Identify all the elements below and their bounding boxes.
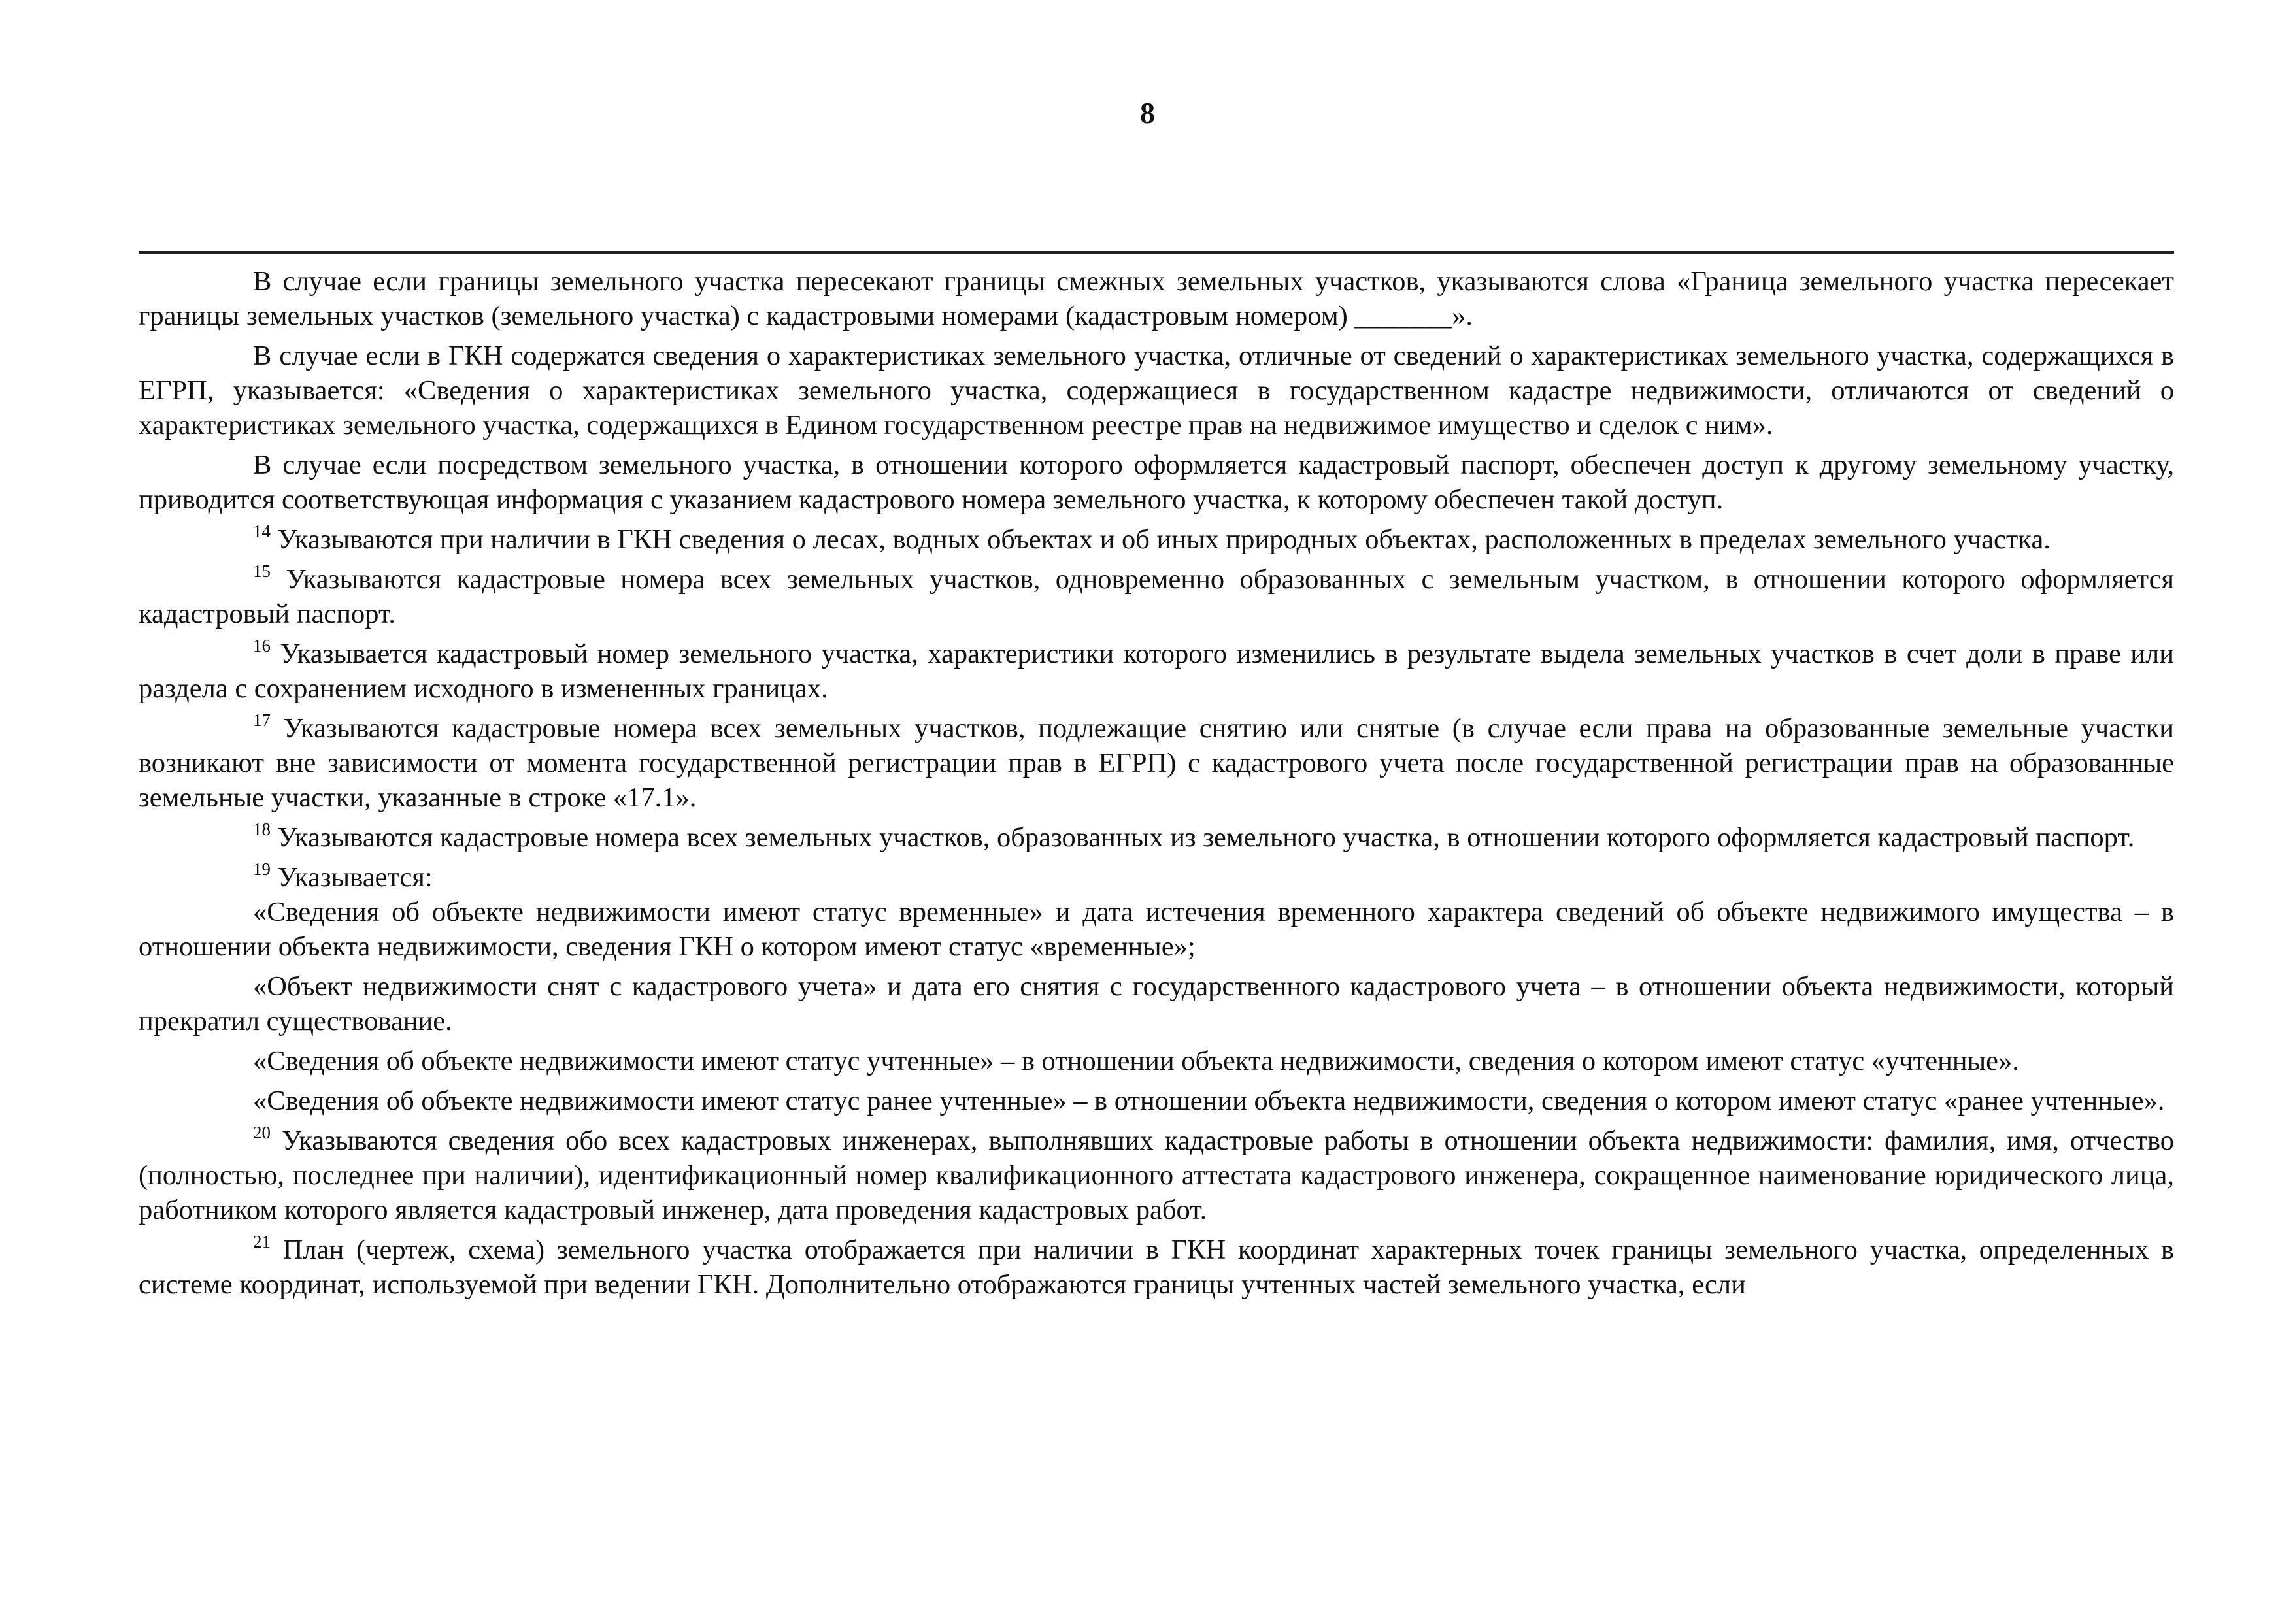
- footnotes-body: [139, 264, 2174, 1307]
- paragraph-text: В случае если в ГКН содержатся сведения о характеристиках земельного участка, отличные от сведений о характеристиках земельного участка, содержащихся в ЕГРП, указывается: «Сведения о характеристиках земельного участка, содержащиеся в государственном кадастре недвижимости, отличаются от сведений о характеристиках земельного участка, содержащихся в Едином государственном реестре прав на недвижимое имущество и сделок с ним».: [139, 340, 2174, 440]
- paragraph: [139, 339, 2174, 442]
- footnote-mark: 19: [253, 859, 271, 879]
- footnote-14: [139, 522, 2174, 557]
- paragraph: [139, 448, 2174, 517]
- footnote-19: [139, 860, 2174, 895]
- footnote-21: [139, 1233, 2174, 1302]
- footnote-mark: 17: [253, 710, 271, 730]
- paragraph-text: План (чертеж, схема) земельного участка отображается при наличии в ГКН координат характерных точек границы земельного участка, определенных в системе координат, используемой при ведении ГКН. Дополнительно отображаются границы учтенных частей земельного участка, если: [139, 1235, 2174, 1300]
- footnote-16: [139, 637, 2174, 706]
- paragraph: [139, 895, 2174, 964]
- paragraph: [139, 1084, 2174, 1118]
- paragraph: [139, 1044, 2174, 1078]
- paragraph-text: Указываются кадастровые номера всех земельных участков, подлежащие снятию или снятые (в случае если права на образованные земельные участки возникают вне зависимости от момента государственной регистрации прав в ЕГРП) с кадастрового учета после государственной регистрации прав на образованные земельные участки, указанные в строке «17.1».: [139, 713, 2174, 813]
- footnote-mark: 16: [253, 635, 271, 655]
- paragraph: [139, 969, 2174, 1038]
- footnote-mark: 15: [253, 561, 271, 581]
- footnote-18: [139, 820, 2174, 855]
- page-number: 8: [1140, 96, 1155, 129]
- paragraph-text: Указывается:: [271, 862, 433, 893]
- paragraph-text: «Сведения об объекте недвижимости имеют статус временные» и дата истечения временного характера сведений об объекте недвижимого имущества – в отношении объекта недвижимости, сведения ГКН о котором имеют статус «временные»;: [139, 897, 2174, 962]
- paragraph-text: Указываются при наличии в ГКН сведения о лесах, водных объектах и об иных природных объектах, расположенных в пределах земельного участка.: [271, 524, 2051, 555]
- footnote-mark: 21: [253, 1231, 271, 1251]
- paragraph-text: Указываются сведения обо всех кадастровых инженерах, выполнявших кадастровые работы в отношении объекта недвижимости: фамилия, имя, отчество (полностью, последнее при наличии), идентификационный номер квалификационного аттестата кадастрового инженера, сокращенное наименование юридического лица, работником которого является кадастровый инженер, дата проведения кадастровых работ.: [139, 1125, 2174, 1225]
- paragraph-text: «Сведения об объекте недвижимости имеют статус учтенные» – в отношении объекта недвижимости, сведения о котором имеют статус «учтенные».: [253, 1046, 2019, 1076]
- paragraph-text: В случае если границы земельного участка пересекают границы смежных земельных участков, указываются слова «Граница земельного участка пересекает границы земельных участков (земельного участка) с кадастровыми номерами (кадастровым номером) _______».: [139, 266, 2174, 331]
- footnote-mark: 18: [253, 819, 271, 839]
- footnote-20: [139, 1123, 2174, 1227]
- paragraph-text: Указываются кадастровые номера всех земельных участков, образованных из земельного участка, в отношении которого оформляется кадастровый паспорт.: [271, 822, 2135, 853]
- footnote-17: [139, 711, 2174, 815]
- paragraph-text: Указываются кадастровые номера всех земельных участков, одновременно образованных с земельным участком, в отношении которого оформляется кадастровый паспорт.: [139, 564, 2174, 629]
- footnote-15: [139, 562, 2174, 631]
- paragraph-text: «Объект недвижимости снят с кадастрового учета» и дата его снятия с государственного кадастрового учета – в отношении объекта недвижимости, который прекратил существование.: [139, 971, 2174, 1036]
- paragraph-text: Указывается кадастровый номер земельного участка, характеристики которого изменились в результате выдела земельных участков в счет доли в праве или раздела с сохранением исходного в измененных границах.: [139, 638, 2174, 704]
- paragraph-text: В случае если посредством земельного участка, в отношении которого оформляется кадастровый паспорт, обеспечен доступ к другому земельному участку, приводится соответствующая информация с указанием кадастрового номера земельного участка, к которому обеспечен такой доступ.: [139, 450, 2174, 515]
- footnote-separator: [139, 251, 2174, 254]
- footnote-mark: 20: [253, 1122, 271, 1142]
- paragraph: [139, 264, 2174, 333]
- paragraph-text: «Сведения об объекте недвижимости имеют статус ранее учтенные» – в отношении объекта недвижимости, сведения о котором имеют статус «ранее учтенные».: [253, 1085, 2165, 1116]
- footnote-mark: 14: [253, 521, 271, 541]
